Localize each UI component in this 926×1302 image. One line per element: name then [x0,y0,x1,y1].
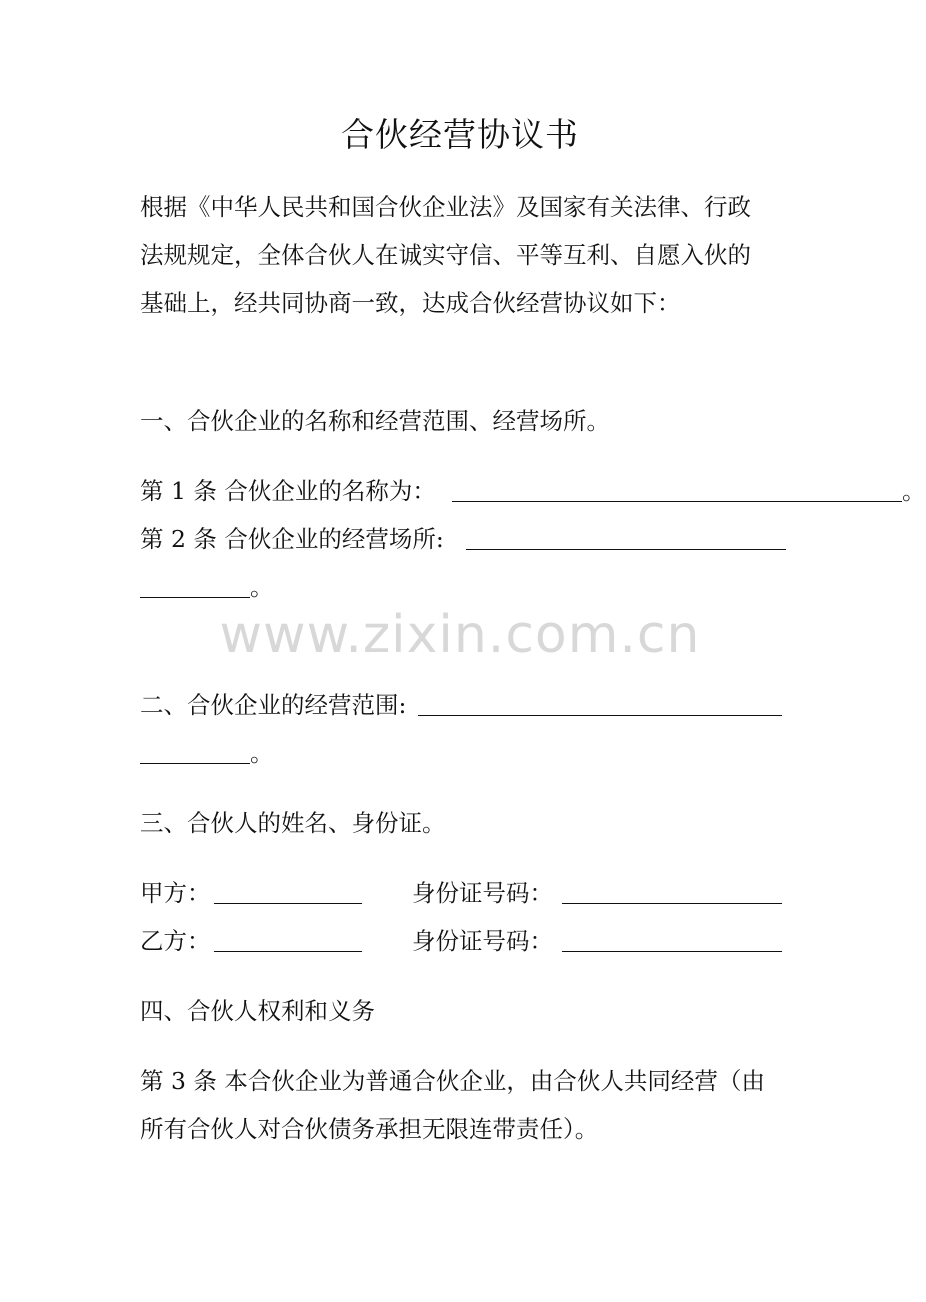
business-scope-blank [418,715,782,716]
article-2-period: 。 [250,573,274,601]
party-b-id-label: 身份证号码： [412,927,553,955]
business-scope-blank-continued [140,763,250,764]
business-address-blank-continued [140,597,250,598]
party-b-name-blank [214,951,362,952]
watermark: www.zixin.com.cn [219,605,701,665]
article-3-line-2: 所有合伙人对合伙债务承担无限连带责任）。 [140,1115,599,1143]
party-b-label: 乙方： [140,927,211,955]
preamble-line-1: 根据《中华人民共和国合伙企业法》及国家有关法律、行政 [140,193,751,221]
section-3-heading: 三、合伙人的姓名、身份证。 [140,809,446,837]
company-name-blank [452,501,902,502]
article-3-line-1: 第 3 条 本合伙企业为普通合伙企业，由合伙人共同经营（由 [140,1067,765,1095]
preamble-line-3: 基础上，经共同协商一致，达成合伙经营协议如下： [140,289,681,317]
article-1-label: 第 1 条 合伙企业的名称为： [140,477,436,505]
party-a-id-label: 身份证号码： [412,879,553,907]
party-a-label: 甲方： [140,879,211,907]
document-title: 合伙经营协议书 [341,115,579,154]
section-4-heading: 四、合伙人权利和义务 [140,997,375,1025]
section-2-heading: 二、合伙企业的经营范围: [140,691,407,719]
party-a-id-blank [562,903,782,904]
section-2-period: 。 [250,739,274,767]
party-b-id-blank [562,951,782,952]
section-1-heading: 一、合伙企业的名称和经营范围、经营场所。 [140,407,610,435]
party-a-name-blank [214,903,362,904]
preamble-line-2: 法规规定，全体合伙人在诚实守信、平等互利、自愿入伙的 [140,241,751,269]
article-2-label: 第 2 条 合伙企业的经营场所: [140,525,444,553]
article-1-period: 。 [902,477,926,505]
business-address-blank [466,549,786,550]
